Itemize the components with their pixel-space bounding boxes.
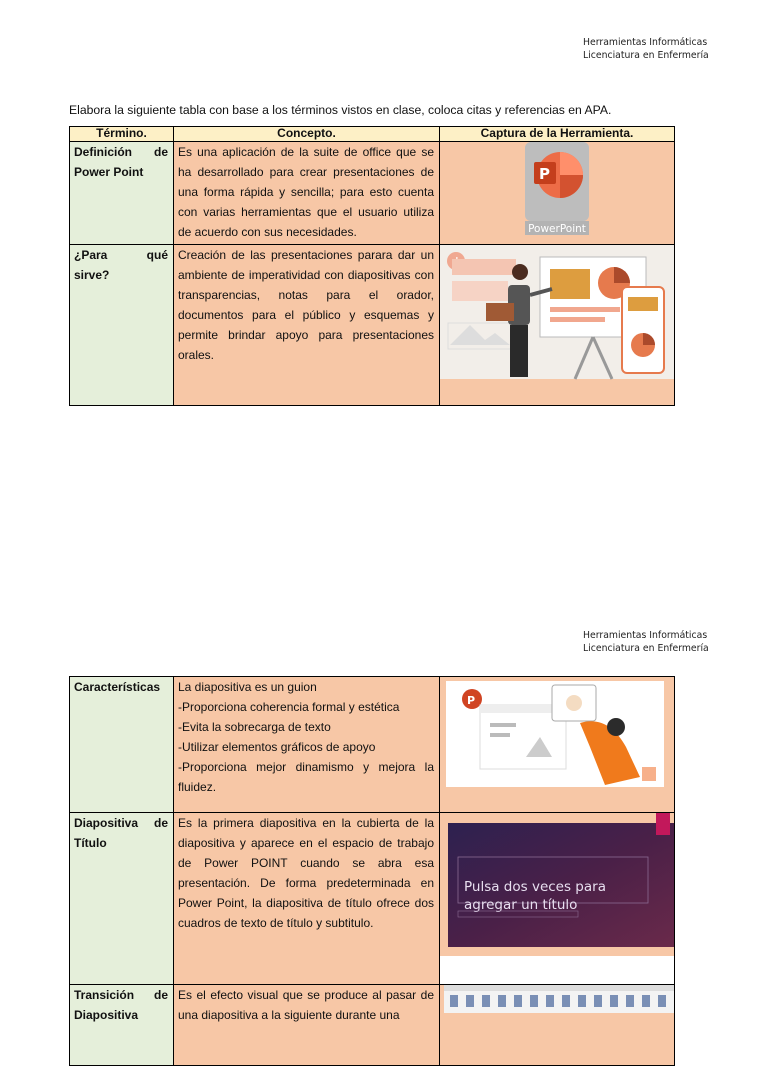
term-line: sirve? xyxy=(74,268,110,282)
concept-line: -Utilizar elementos gráficos de apoyo xyxy=(178,740,376,754)
ppt-user-illustration xyxy=(440,677,675,812)
terms-table-page1 xyxy=(69,126,675,406)
table-row xyxy=(70,985,675,1066)
capture-cell xyxy=(440,677,675,813)
term-cell xyxy=(70,813,174,985)
terms-table-page2 xyxy=(69,676,675,1066)
concept-cell: Es la primera diapositiva en la cubierta de la diapositiva y aparece en el espacio de trabajo de Power POINT cuando se abra esa presentación. De forma predeterminada en Power Point, la diapositiva de título ofrece dos cuadros de texto de título y subtitulo. xyxy=(174,813,440,985)
concept-cell: Creación de las presentaciones parara dar un ambiente de imperatividad con diapositivas con transparencias, notas para el orador, documentos para el público y esquemas y permite brindar apoyo para presentaciones orales. xyxy=(174,245,440,406)
term-cell xyxy=(70,245,174,406)
column-header-term: Término. xyxy=(70,127,174,142)
capture-cell xyxy=(440,985,675,1066)
table-row xyxy=(70,813,675,985)
term-line: Título xyxy=(74,836,107,850)
concept-cell xyxy=(174,677,440,813)
presentation-illustration xyxy=(440,245,675,405)
column-header-capture: Captura de la Herramienta. xyxy=(440,127,675,142)
title-slide-screenshot xyxy=(440,813,675,984)
term-cell xyxy=(70,677,174,813)
table-row xyxy=(70,142,675,245)
transitions-ribbon-screenshot xyxy=(440,985,675,1065)
term-line: Características xyxy=(74,680,161,694)
concept-line: -Proporciona coherencia formal y estética xyxy=(178,700,400,714)
term-line: Diapositiva de xyxy=(74,816,168,830)
capture-cell xyxy=(440,813,675,985)
concept-line: -Evita la sobrecarga de texto xyxy=(178,720,331,734)
powerpoint-label: PowerPoint xyxy=(528,223,586,235)
capture-cell xyxy=(440,245,675,406)
term-cell xyxy=(70,142,174,245)
header-program: Licenciatura en Enfermería xyxy=(583,50,709,61)
term-line: Definición de xyxy=(74,145,168,159)
term-line: Transición de xyxy=(74,988,168,1002)
powerpoint-logo-icon xyxy=(440,142,675,244)
header-course: Herramientas Informáticas xyxy=(583,630,708,641)
concept-cell: Es una aplicación de la suite de office que se ha desarrollado para crear presentaciones de una forma rápida y sencilla; para esto cuenta con varias herramientas que el usuario utiliza de acuerdo con sus necesidades. xyxy=(174,142,440,245)
table-row xyxy=(70,677,675,813)
column-header-concept: Concepto. xyxy=(174,127,440,142)
term-line: Power Point xyxy=(74,165,144,179)
page1-header xyxy=(583,36,709,62)
slide-title-text: Pulsa dos veces para agregar un título xyxy=(464,879,606,913)
svg-text:P: P xyxy=(539,165,550,183)
concept-line: La diapositiva es un guion xyxy=(178,680,317,694)
header-program: Licenciatura en Enfermería xyxy=(583,643,709,654)
table-row xyxy=(70,245,675,406)
capture-cell xyxy=(440,142,675,245)
header-course: Herramientas Informáticas xyxy=(583,37,708,48)
term-line: Diapositiva xyxy=(74,1008,139,1022)
page2-header xyxy=(583,629,709,655)
instructions-text: Elabora la siguiente tabla con base a los términos vistos en clase, coloca citas y referencias en APA. xyxy=(69,103,612,117)
term-cell xyxy=(70,985,174,1066)
term-line: ¿Para qué xyxy=(74,248,168,262)
concept-cell: Es el efecto visual que se produce al pasar de una diapositiva a la siguiente durante una xyxy=(174,985,440,1066)
concept-line: -Proporciona mejor dinamismo y mejora la fluidez. xyxy=(178,760,434,794)
svg-text:P: P xyxy=(467,694,476,707)
